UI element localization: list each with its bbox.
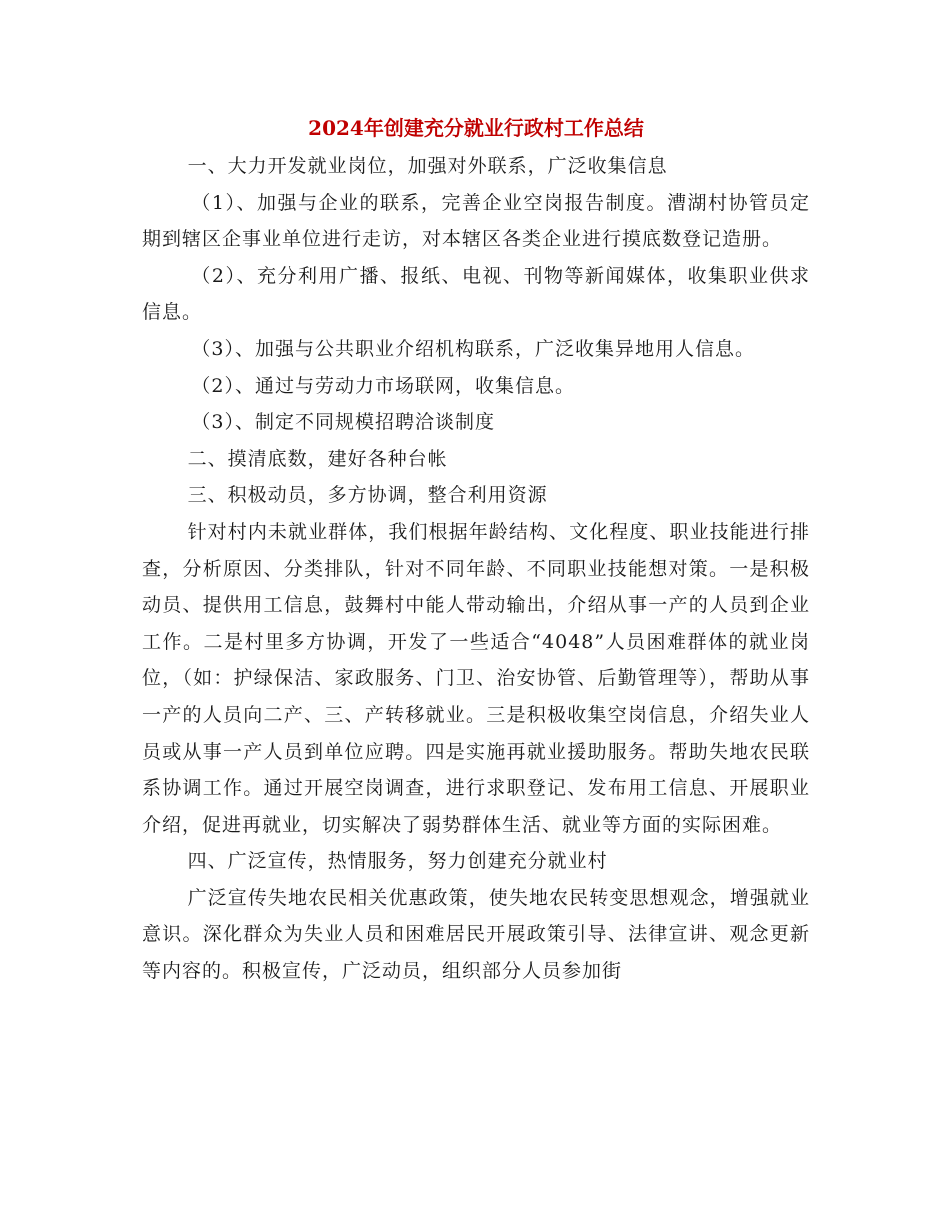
section-heading-3: 三、积极动员，多方协调，整合利用资源 [187, 484, 548, 507]
document-page [142, 108, 810, 990]
paragraph-item-2: （2）、充分利用广播、报纸、电视、刊物等新闻媒体，收集职业供求信息。 [142, 264, 810, 324]
body-paragraph-3: 针对村内未就业群体，我们根据年龄结构、文化程度、职业技能进行排查，分析原因、分类排队，针对不同年龄、不同职业技能想对策。一是积极动员、提供用工信息，鼓舞村中能人带动输出，介绍从事一产的人员到企业工作。二是村里多方协调，开发了一些适合“4048”人员困难群体的就业岗位，（如：护绿保洁、家政服务、门卫、治安协管、后勤管理等），帮助从事一产的人员向二产、三、产转移就业。三是积极收集空岗信息，介绍失业人员或从事一产人员到单位应聘。四是实施再就业援助服务。帮助失地农民联系协调工作。通过开展空岗调查，进行求职登记、发布用工信息、开展职业介绍，促进再就业，切实解决了弱势群体生活、就业等方面的实际困难。 [142, 520, 810, 836]
document-title: 2024年创建充分就业行政村工作总结 [308, 116, 644, 140]
paragraph-item-1: （1）、加强与企业的联系，完善企业空岗报告制度。漕湖村协管员定期到辖区企事业单位进行走访，对本辖区各类企业进行摸底数登记造册。 [142, 191, 810, 251]
section-heading-2: 二、摸清底数，建好各种台帐 [187, 447, 448, 470]
paragraph-item-3: （3）、加强与公共职业介绍机构联系，广泛收集异地用人信息。 [191, 337, 755, 360]
body-paragraph-4: 广泛宣传失地农民相关优惠政策，使失地农民转变思想观念，增强就业意识。深化群众为失业人员和困难居民开展政策引导、法律宣讲、观念更新等内容的。积极宣传，广泛动员，组织部分人员参加街 [142, 886, 810, 983]
section-heading-1: 一、大力开发就业岗位，加强对外联系，广泛收集信息 [187, 155, 668, 177]
paragraph-item-4: （2）、通过与劳动力市场联网，收集信息。 [191, 374, 575, 397]
section-heading-4: 四、广泛宣传，热情服务，努力创建充分就业村 [187, 850, 608, 873]
paragraph-item-5: （3）、制定不同规模招聘洽谈制度 [191, 411, 495, 434]
